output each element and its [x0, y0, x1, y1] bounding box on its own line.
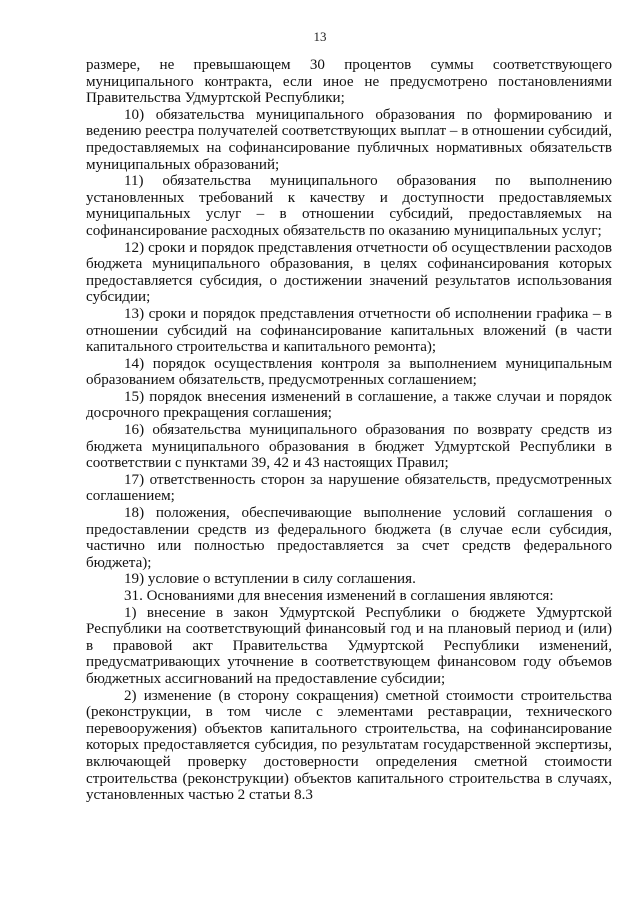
paragraph-item-17: 17) ответственность сторон за нарушение обязательств, предусмотренных соглашением;: [86, 471, 612, 505]
paragraph-item-19: 19) условие о вступлении в силу соглашения.: [124, 571, 416, 588]
paragraph-item-14: 14) порядок осуществления контроля за выполнением муниципальным образованием обязательств, предусмотренных соглашением;: [86, 355, 612, 389]
paragraph-item-16: 16) обязательства муниципального образования по возврату средств из бюджета муниципального образования в бюджет Удмуртской Республики в соответствии с пунктами 39, 42 и 43 настоящих Правил;: [86, 422, 612, 472]
paragraph-item-15: 15) порядок внесения изменений в соглашение, а также случаи и порядок досрочного прекращения соглашения;: [86, 388, 612, 422]
paragraph-item-10: 10) обязательства муниципального образования по формированию и ведению реестра получателей соответствующих выплат – в отношении субсидий, предоставляемых на софинансирование публичных нормативных обязательств муниципальных образований;: [86, 106, 612, 173]
paragraph-clause-31: 31. Основаниями для внесения изменений в соглашения являются:: [124, 588, 554, 604]
paragraph-item-12: 12) сроки и порядок представления отчетности об осуществлении расходов бюджета муниципального образования, в целях софинансирования которых предоставляется субсидия, о достижении значений результатов использования субсидии;: [86, 239, 612, 306]
paragraph-basis-1: 1) внесение в закон Удмуртской Республики о бюджете Удмуртской Республики на соответствующий финансовый год и на плановый период и (или) в правовой акт Правительства Удмуртской Республики изменений, предусматривающих уточнение в соответствующем финансовом году объемов бюджетных ассигнований на предоставление субсидии;: [86, 604, 612, 687]
page-number: 13: [313, 29, 327, 44]
paragraph-item-11: 11) обязательства муниципального образования по выполнению установленных требований к качеству и доступности предоставляемых муниципальных услуг – в отношении субсидий, предоставляемых на софинансирование расходных обязательств по оказанию муниципальных услуг;: [86, 173, 612, 239]
paragraph-continuation: размере, не превышающем 30 процентов суммы соответствующего муниципального контракта, если иное не предусмотрено постановлениями Правительства Удмуртской Республики;: [86, 57, 612, 107]
paragraph-basis-2: 2) изменение (в сторону сокращения) сметной стоимости строительства (реконструкции, в том числе с элементами реставрации, технического перевооружения) объектов капитального строительства, на софинансирование которых предоставляется субсидия, по результатам государственной экспертизы, включающей проверку достоверности определения сметной стоимости строительства (реконструкции) объектов капитального строительства в случаях, установленных частью 2 статьи 8.3: [86, 687, 612, 804]
document-body: [86, 57, 612, 804]
paragraph-item-18: 18) положения, обеспечивающие выполнение условий соглашения о предоставлении средств из федерального бюджета (в случае если субсидия, частично или полностью предоставляется за счет средств федерального бюджета);: [86, 505, 612, 571]
paragraph-item-13: 13) сроки и порядок представления отчетности об исполнении графика – в отношении субсидий на софинансирование капитальных вложений (в части капитального строительства и капитального ремонта);: [86, 305, 612, 356]
